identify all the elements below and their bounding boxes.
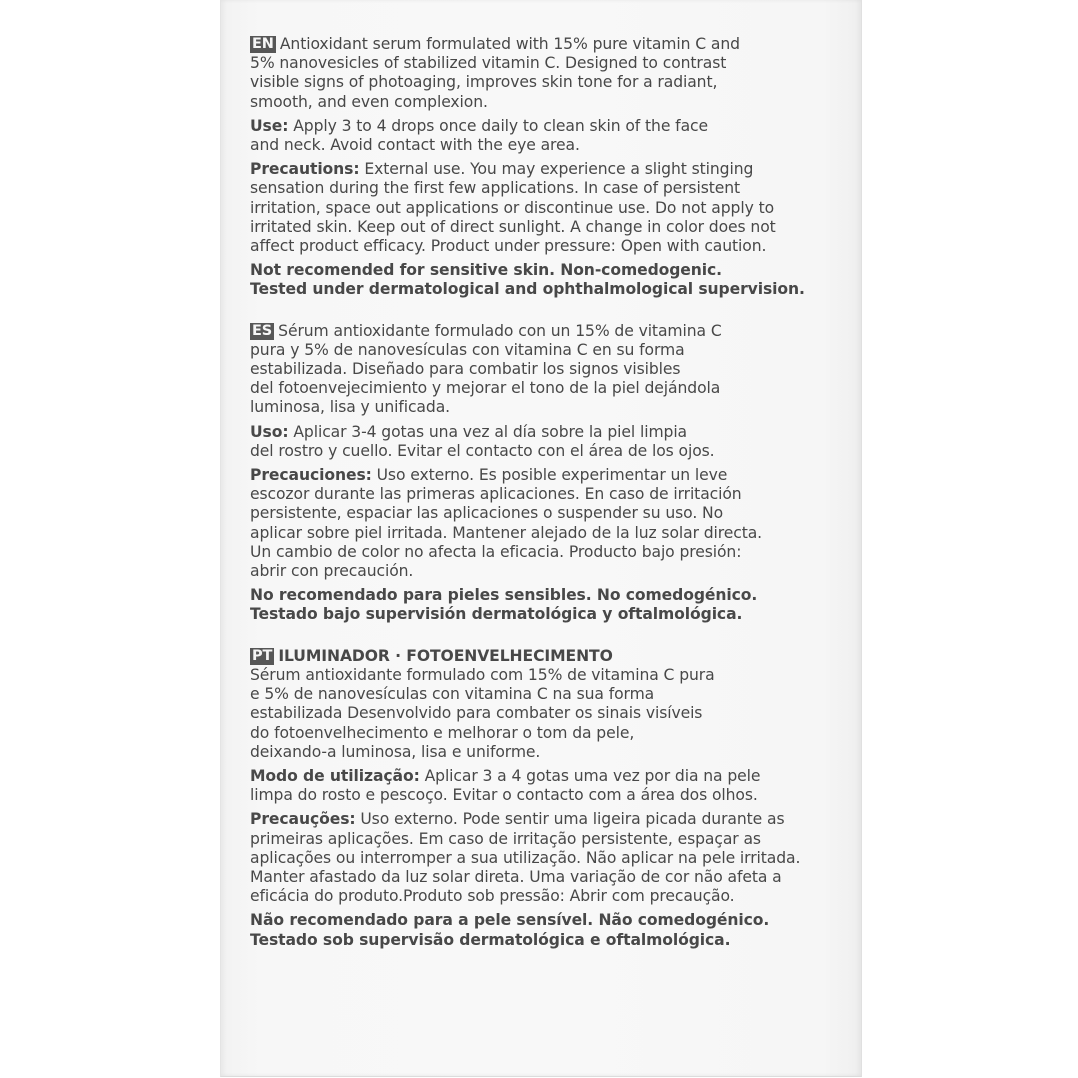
- en-intro-line: visible signs of photoaging, improves skin tone for a radiant,: [250, 73, 718, 92]
- en-intro: [250, 35, 850, 112]
- es-precautions-line: abrir con precaución.: [250, 562, 414, 581]
- section-pt: [250, 647, 850, 950]
- pt-use-line: limpa do rosto e pescoço. Evitar o contacto com a área dos olhos.: [250, 786, 758, 805]
- pt-heading: ILUMINADOR · FOTOENVELHECIMENTO: [278, 646, 613, 665]
- pt-intro-line: Sérum antioxidante formulado com 15% de vitamina C pura: [250, 665, 715, 684]
- es-intro-line: Sérum antioxidante formulado con un 15% de vitamina C: [278, 321, 722, 340]
- en-intro-line: 5% nanovesicles of stabilized vitamin C. Designed to contrast: [250, 54, 727, 73]
- es-precautions-line: escozor durante las primeras aplicaciones. En caso de irritación: [250, 485, 742, 504]
- pt-precautions-line: primeiras aplicações. Em caso de irritação persistente, espaçar as: [250, 829, 761, 848]
- pt-note-line: Não recomendado para a pele sensível. Não comedogénico.: [250, 911, 770, 930]
- pt-precautions-line: eficácia do produto.Produto sob pressão: Abrir com precaução.: [250, 887, 735, 906]
- es-intro-line: estabilizada. Diseñado para combatir los signos visibles: [250, 360, 681, 379]
- es-precautions-line: Un cambio de color no afecta la eficacia. Producto bajo presión:: [250, 542, 742, 561]
- pt-intro-line: estabilizada Desenvolvido para combater os sinais visíveis: [250, 704, 703, 723]
- es-use-line: Aplicar 3-4 gotas una vez al día sobre la piel limpia: [288, 422, 688, 441]
- pt-precautions-line: Uso externo. Pode sentir uma ligeira picada durante as: [355, 810, 785, 829]
- pt-precautions-line: Manter afastado da luz solar direta. Uma variação de cor não afeta a: [250, 867, 782, 886]
- section-en: [250, 35, 850, 300]
- es-intro: [250, 322, 850, 418]
- pt-intro: [250, 647, 850, 762]
- language-tag-pt: PT: [252, 647, 273, 664]
- en-note-line: Tested under dermatological and ophthalmological supervision.: [250, 280, 805, 299]
- en-use-line: Apply 3 to 4 drops once daily to clean skin of the face: [288, 116, 708, 135]
- es-intro-line: luminosa, lisa y unificada.: [250, 398, 451, 417]
- pt-use: [250, 767, 850, 805]
- en-precautions-label: Precautions:: [250, 160, 360, 179]
- en-note-line: Not recomended for sensitive skin. Non-comedogenic.: [250, 261, 722, 280]
- es-precautions: [250, 466, 850, 581]
- en-intro-line: smooth, and even complexion.: [250, 92, 488, 111]
- es-precautions-line: persistente, espaciar las aplicaciones o suspender su uso. No: [250, 504, 724, 523]
- en-intro-line: Antioxidant serum formulated with 15% pure vitamin C and: [279, 35, 740, 53]
- en-use-line: and neck. Avoid contact with the eye area.: [250, 136, 580, 155]
- pt-intro-line: e 5% de nanovesículas con vitamina C na sua forma: [250, 685, 655, 704]
- es-use-label: Uso:: [250, 422, 289, 441]
- en-notes: [250, 261, 850, 299]
- pt-precautions-line: aplicações ou interromper a sua utilização. Não aplicar na pele irritada.: [250, 848, 801, 867]
- pt-intro-line: do fotoenvelhecimento e melhorar o tom da pele,: [250, 723, 635, 742]
- en-precautions-line: External use. You may experience a slight stinging: [359, 160, 754, 179]
- pt-precautions: [250, 810, 850, 906]
- pt-use-label: Modo de utilização:: [250, 766, 420, 785]
- pt-use-line: Aplicar 3 a 4 gotas uma vez por dia na pele: [419, 766, 761, 785]
- section-es: [250, 322, 850, 625]
- pt-note-line: Testado sob supervisão dermatológica e oftalmológica.: [250, 930, 731, 949]
- en-precautions-line: sensation during the first few applications. In case of persistent: [250, 179, 741, 198]
- en-precautions-line: irritated skin. Keep out of direct sunlight. A change in color does not: [250, 217, 776, 236]
- es-note-line: No recomendado para pieles sensibles. No comedogénico.: [250, 586, 758, 605]
- en-precautions-line: affect product efficacy. Product under pressure: Open with caution.: [250, 237, 767, 256]
- es-notes: [250, 586, 850, 624]
- es-precautions-line: aplicar sobre piel irritada. Mantener alejado de la luz solar directa.: [250, 523, 763, 542]
- es-intro-line: del fotoenvejecimiento y mejorar el tono de la piel dejándola: [250, 379, 721, 398]
- en-precautions-line: irritation, space out applications or discontinue use. Do not apply to: [250, 198, 775, 217]
- es-precautions-label: Precauciones:: [250, 466, 372, 485]
- es-use-line: del rostro y cuello. Evitar el contacto con el área de los ojos.: [250, 441, 715, 460]
- es-note-line: Testado bajo supervisión dermatológica y oftalmológica.: [250, 605, 743, 624]
- es-precautions-line: Uso externo. Es posible experimentar un leve: [371, 466, 728, 485]
- label-text: [250, 35, 850, 972]
- pt-notes: [250, 911, 850, 949]
- es-intro-line: pura y 5% de nanovesículas con vitamina C en su forma: [250, 340, 685, 359]
- es-use: [250, 423, 850, 461]
- en-use-label: Use:: [250, 116, 289, 135]
- language-tag-en: EN: [252, 36, 274, 52]
- language-tag-es: ES: [252, 322, 273, 339]
- en-precautions: [250, 160, 850, 256]
- pt-precautions-label: Precauções:: [250, 810, 356, 829]
- en-use: [250, 117, 850, 155]
- pt-intro-line: deixando-a luminosa, lisa e uniforme.: [250, 742, 541, 761]
